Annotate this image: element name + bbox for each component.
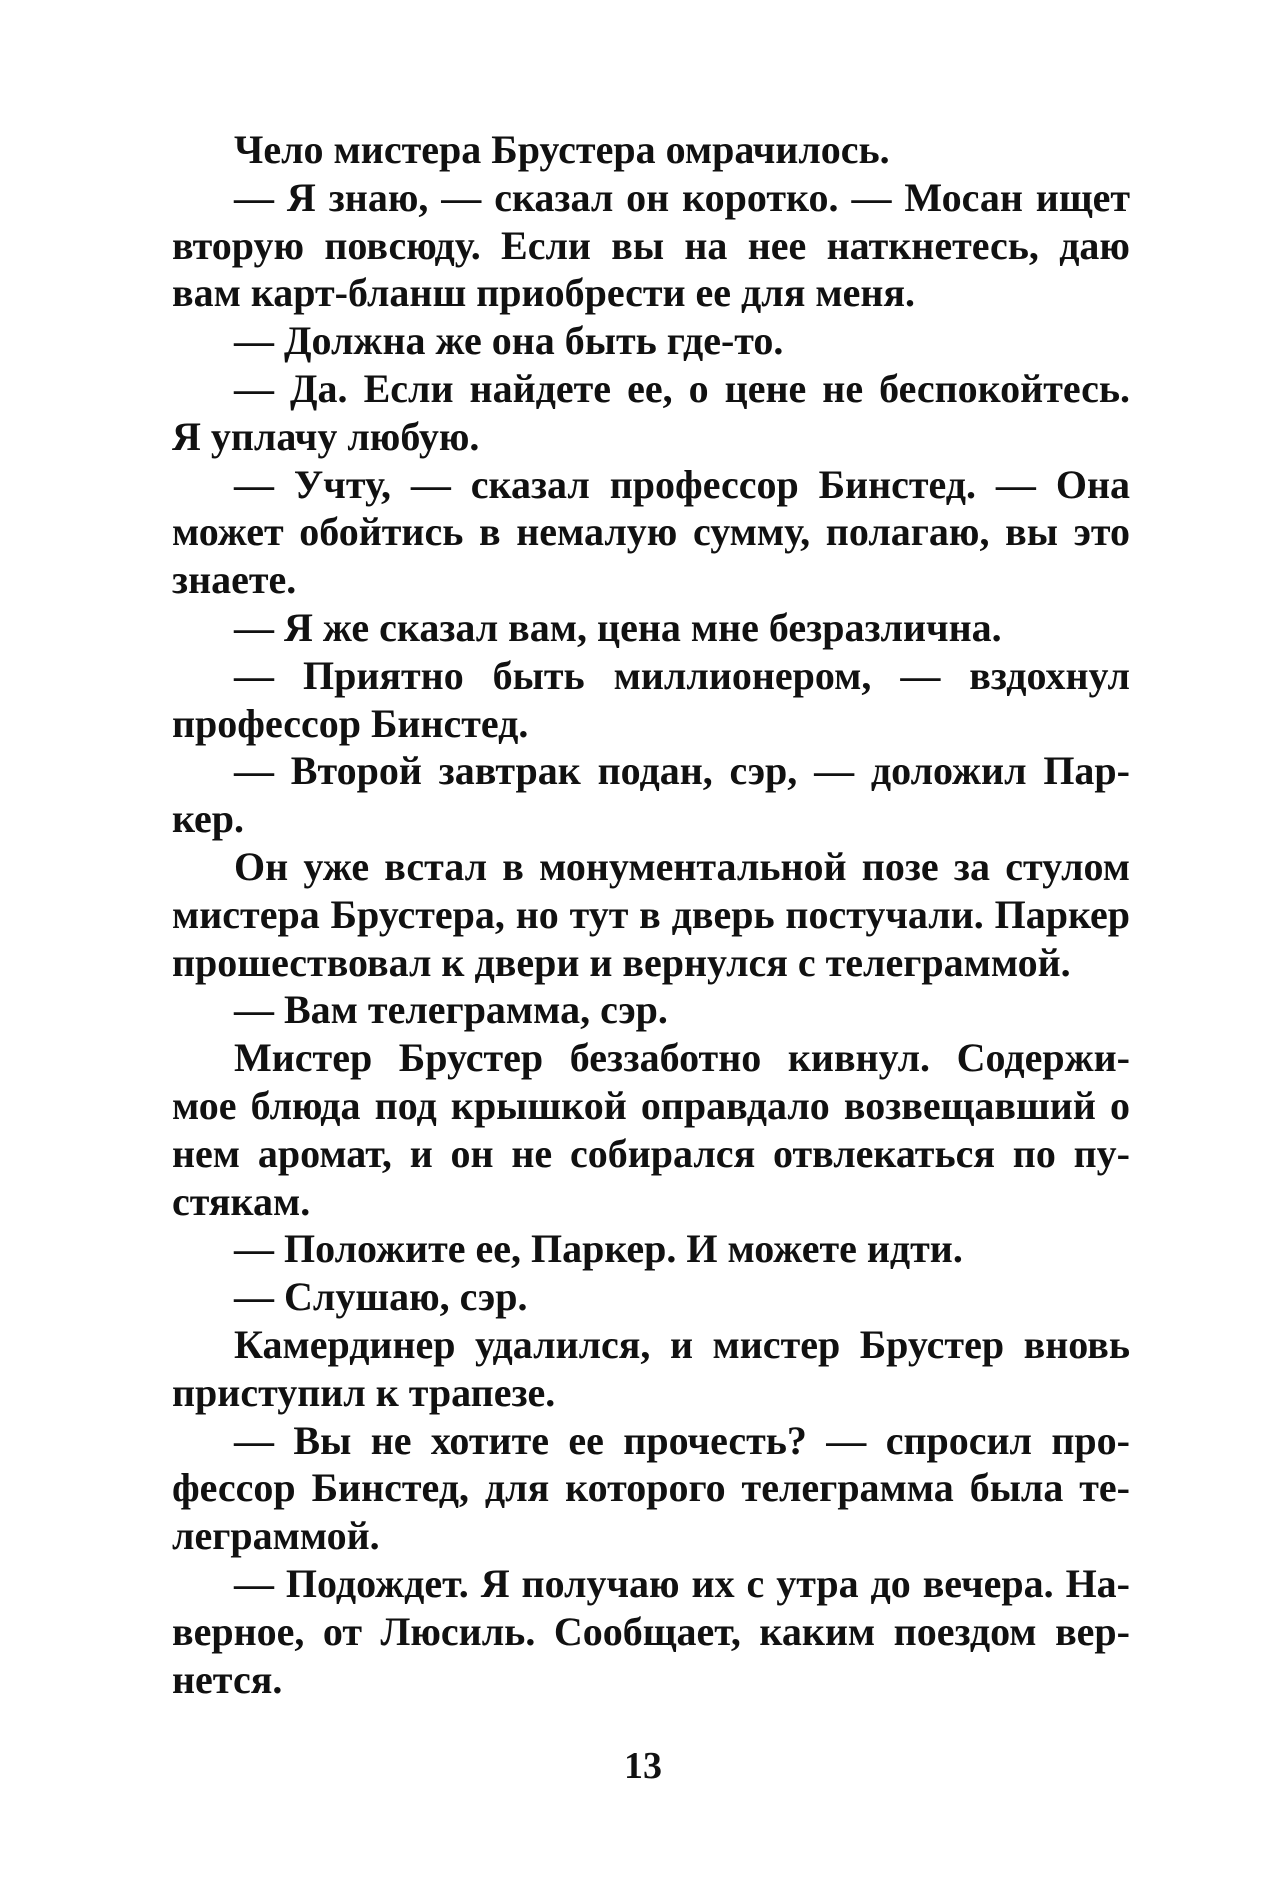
text-line: стякам. xyxy=(172,1178,311,1224)
text-line: — Должна же она быть где-то. xyxy=(234,318,784,364)
text-line: — Приятно быть миллионером, — вздохнул xyxy=(234,652,1130,698)
text-line: Я уплачу любую. xyxy=(172,413,480,459)
text-line: — Да. Если найдете ее, о цене не беспокойтесь. xyxy=(234,365,1130,411)
text-line: — Второй завтрак подан, сэр, — доложил Пар- xyxy=(234,748,1130,794)
text-line: может обойтись в немалую сумму, полагаю, вы это xyxy=(172,509,1130,555)
text-line: — Положите ее, Паркер. И можете идти. xyxy=(234,1226,963,1272)
text-line: знаете. xyxy=(172,557,297,603)
text-line: леграммой. xyxy=(172,1513,380,1559)
text-line: нем аромат, и он не собирался отвлекаться по пу- xyxy=(172,1130,1130,1176)
text-line: — Вам телеграмма, сэр. xyxy=(234,987,668,1033)
text-line: фессор Бинстед, для которого телеграмма была те- xyxy=(172,1465,1130,1511)
text-line: — Подождет. Я получаю их с утра до вечера. На- xyxy=(234,1560,1130,1606)
text-line: верное, от Люсиль. Сообщает, каким поездом вер- xyxy=(172,1608,1130,1654)
text-line: мое блюда под крышкой оправдало возвещавший о xyxy=(172,1082,1130,1128)
text-line: — Я же сказал вам, цена мне безразлична. xyxy=(234,604,1002,650)
text-line: Камердинер удалился, и мистер Брустер вновь xyxy=(234,1321,1130,1367)
text-line: — Вы не хотите ее прочесть? — спросил про- xyxy=(234,1417,1130,1463)
text-line: вторую повсюду. Если вы на нее наткнетесь, даю xyxy=(172,222,1130,268)
text-line: Мистер Брустер беззаботно кивнул. Содержи- xyxy=(234,1035,1130,1081)
text-line: — Слушаю, сэр. xyxy=(234,1274,528,1320)
page-number: 13 xyxy=(624,1745,662,1787)
text-line: Он уже встал в монументальной позе за стулом xyxy=(234,843,1130,889)
text-line: Чело мистера Брустера омрачилось. xyxy=(234,127,890,172)
text-line: приступил к трапезе. xyxy=(172,1369,556,1415)
text-line: прошествовал к двери и вернулся с телеграммой. xyxy=(172,939,1071,985)
text-line: мистера Брустера, но тут в дверь постучали. Паркер xyxy=(172,891,1130,937)
page-body xyxy=(172,126,1130,1826)
text-line: вам карт-бланш приобрести ее для меня. xyxy=(172,270,916,316)
text-line: профессор Бинстед. xyxy=(172,700,529,746)
text-line: — Учту, — сказал профессор Бинстед. — Она xyxy=(234,461,1130,507)
text-line: — Я знаю, — сказал он коротко. — Мосан ищет xyxy=(234,174,1130,220)
text-line: кер. xyxy=(172,796,245,842)
text-line: нется. xyxy=(172,1656,283,1702)
